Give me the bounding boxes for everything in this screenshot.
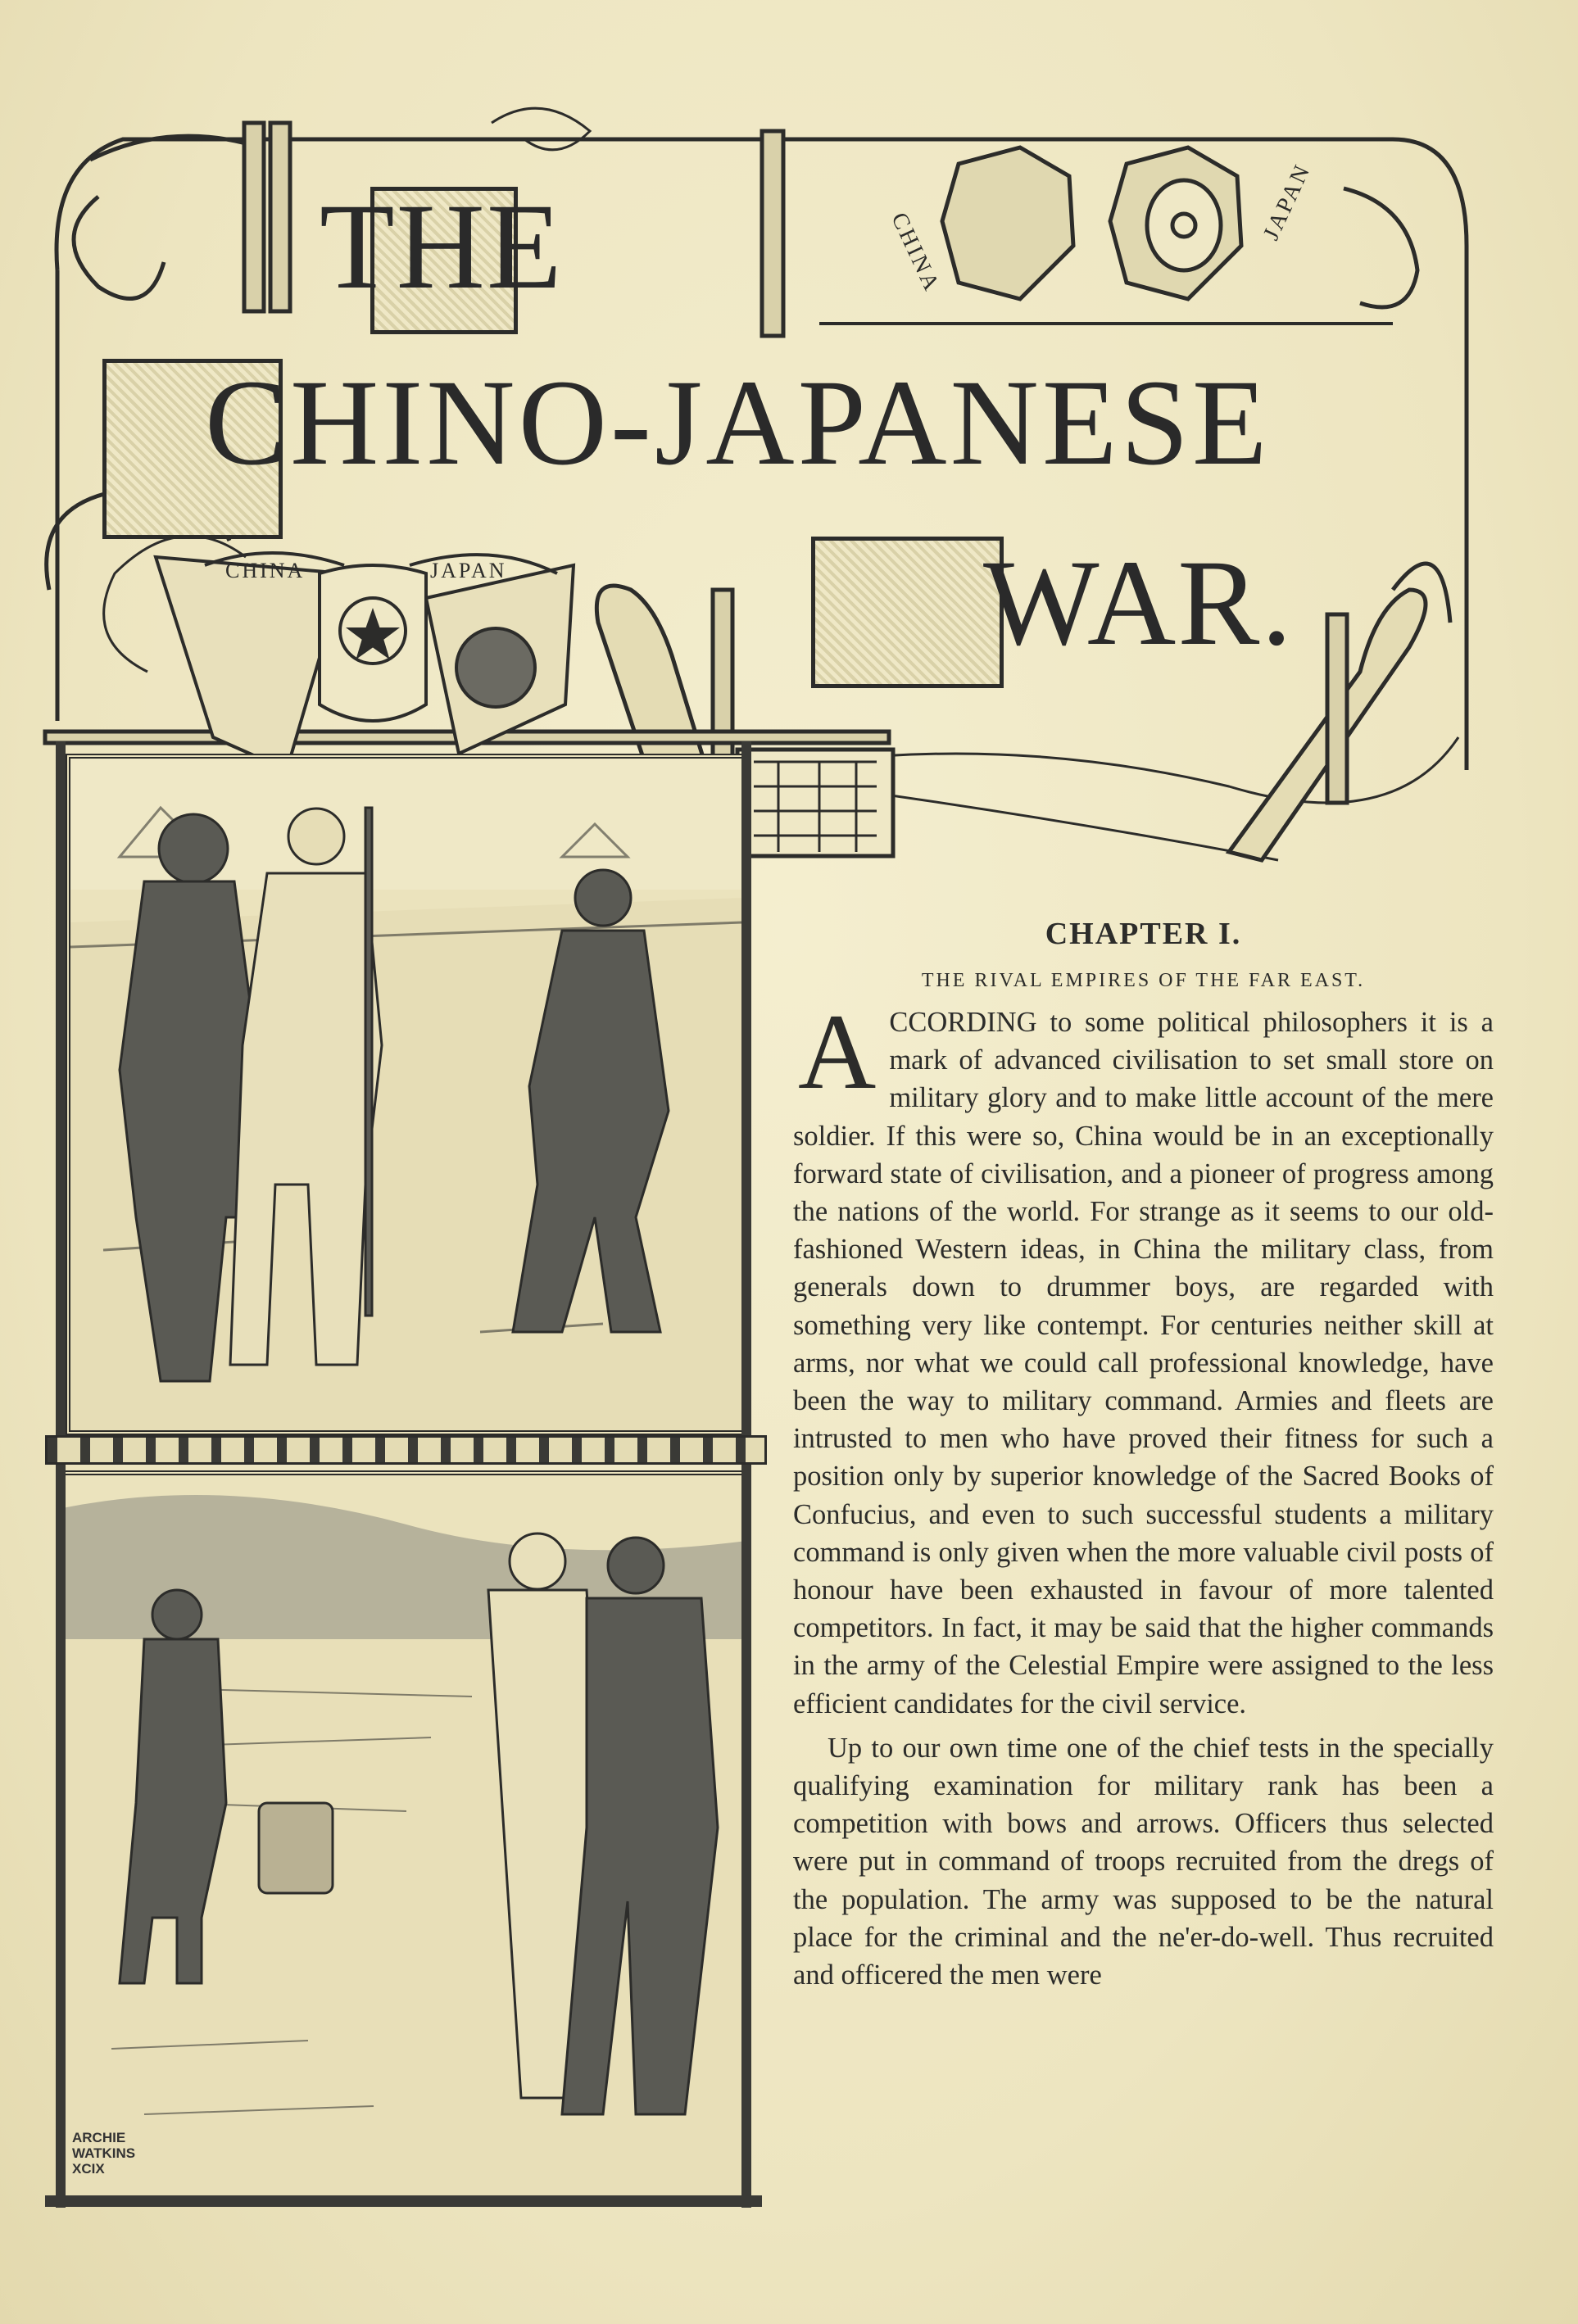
- illustration-top-drawing: [70, 759, 742, 1430]
- chapter-subtitle: THE RIVAL EMPIRES OF THE FAR EAST.: [921, 970, 1366, 991]
- paragraph-2: Up to our own time one of the chief tests in the specially qualifying examination for military rank has been a competition with bows and arrows. Officers thus selected were put in command of troops recruited from the dregs of the population. The army was supposed to be the natural place for the criminal and the ne'er-do-well. Thus recruited and officered the men were: [793, 1732, 1494, 1991]
- banner-label-china: CHINA: [886, 208, 945, 297]
- title-line-war: WAR.: [983, 535, 1294, 671]
- flag-banner-japan: JAPAN: [430, 559, 507, 582]
- chapter-heading: CHAPTER I.: [1045, 917, 1242, 951]
- frame-beam-bottom: [45, 2195, 762, 2207]
- artist-signature: [72, 2130, 135, 2177]
- signature-line-1: ARCHIE: [72, 2130, 126, 2145]
- signature-line-2: WATKINS: [72, 2145, 136, 2161]
- frame-post-left: [56, 741, 66, 2208]
- drop-cap: A: [798, 991, 877, 1112]
- title-line-chino-japanese: CHINO-JAPANESE: [205, 355, 1271, 491]
- illustration-bottom-drawing: [62, 1475, 746, 2196]
- paragraph-1-text: CCORDING to some political philosophers it is a mark of advanced civilisation to set small store on military glory and to make little account of the mere soldier. If this were so, China would be in an exceptionally forward state of civilisation, and a pioneer of progress among the nations of the world. For strange as it seems to our old-fashioned Western ideas, in China the military class, from generals down to drummer boys, are regarded with something very like contempt. For centuries neither skill at arms, nor what we could call professional knowledge, have been the way to military command. Armies and fleets are intrusted to men who have proved their fitness for such a position only by superior knowledge of the Sacred Books of Confucius, and even to such successful students a military command is only given when the more valuable civil posts of honour have been exhausted in favour of more talented competitors. In fact, it may be said that the higher commands in the army of the Celestial Empire were assigned to the less efficient candidates for the civil service.: [793, 1007, 1494, 1719]
- chapter-text-column: [793, 916, 1494, 1994]
- title-line-the: THE: [320, 179, 564, 315]
- frame-post-right: [741, 741, 751, 2208]
- flag-banner-china: CHINA: [225, 559, 306, 582]
- banner-label-japan: JAPAN: [1258, 159, 1317, 245]
- signature-line-3: XCIX: [72, 2161, 105, 2177]
- illustration-japanese-soldiers: [57, 1470, 751, 2201]
- ornament-box-w: [811, 537, 1004, 688]
- illustration-chinese-soldiers: [66, 754, 747, 1435]
- paragraph-1: [793, 991, 1494, 1723]
- frame-beam-middle: [45, 1435, 767, 1465]
